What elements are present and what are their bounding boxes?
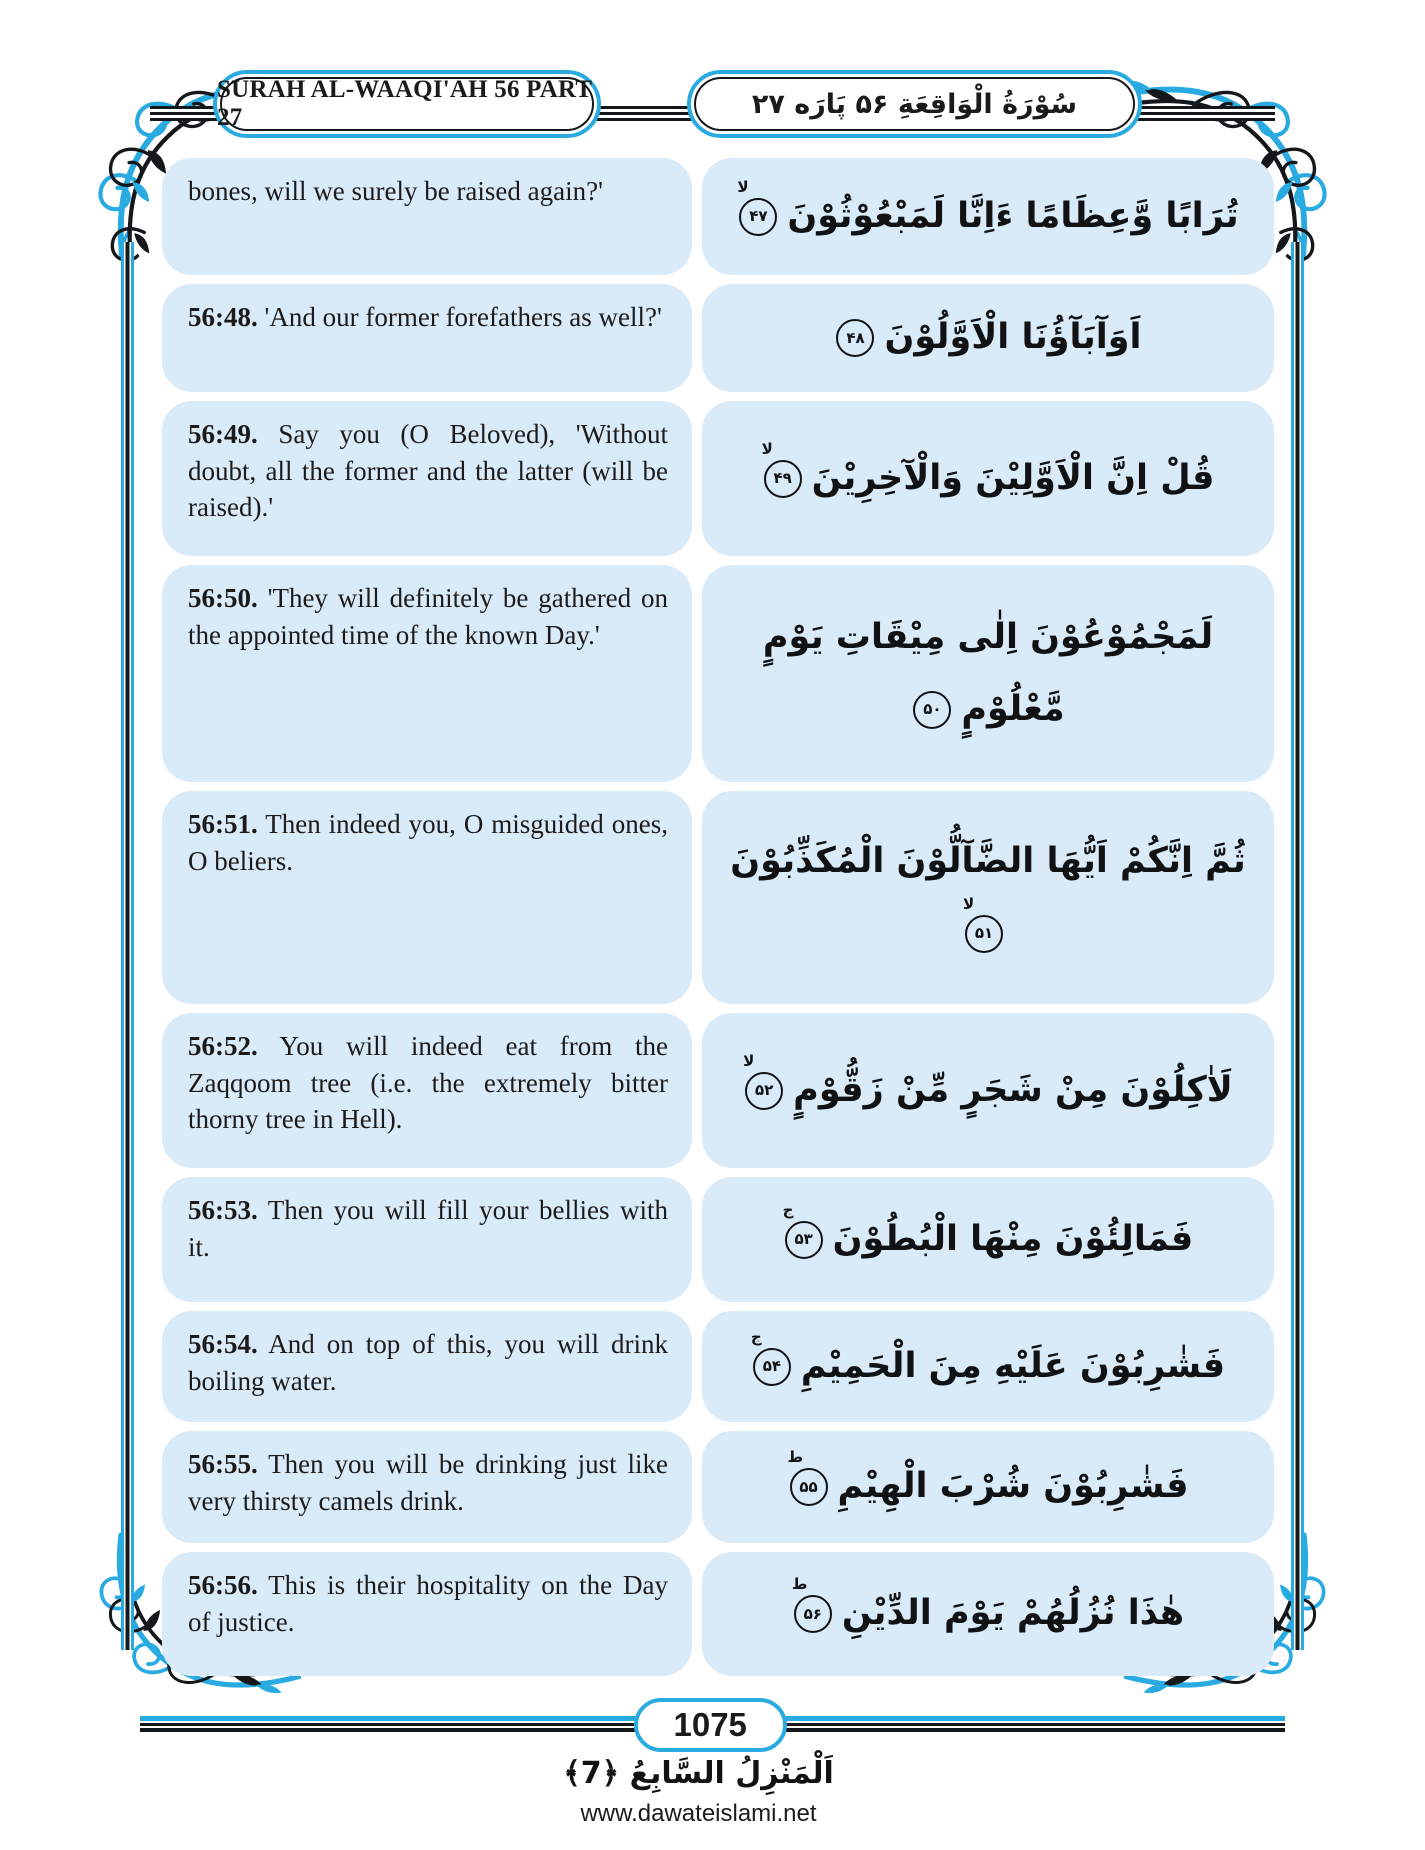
page-number-badge: 1075 <box>633 1698 786 1752</box>
verse-number: 56:54. <box>188 1329 258 1359</box>
surah-title-english: SURAH AL-WAAQI'AH 56 PART 27 <box>217 76 592 131</box>
translation-text: bones, will we surely be raised again?' <box>188 176 603 206</box>
translation-text: 'And our former forefathers as well?' <box>264 302 662 332</box>
verse-number: 56:52. <box>188 1031 258 1061</box>
aya-number: ۵۶ <box>803 1604 822 1623</box>
aya-number-badge <box>791 1575 832 1633</box>
arabic-verse-text: فَشٰرِبُوْنَ شُرْبَ الْهِيْمِ ط ۵۵ <box>787 1448 1189 1507</box>
verse-number: 56:48. <box>188 302 258 332</box>
translation-text: Then you will fill your bellies with it. <box>188 1195 668 1262</box>
translation-text: Say you (O Beloved), 'Without doubt, all the former and the latter (will be raised).' <box>188 419 669 523</box>
verse-number: 56:55. <box>188 1449 258 1479</box>
arabic-verse-text: فَمَالِئُوْنَ مِنْهَا الْبُطُوْنَ ج ۵۳ <box>782 1200 1194 1259</box>
aya-number-badge <box>963 894 1003 953</box>
frame-rule-left <box>121 242 134 1650</box>
header-title-arabic <box>687 70 1142 138</box>
website-url: www.dawateislami.net <box>580 1800 817 1827</box>
translation-cell <box>162 791 692 1004</box>
arabic-verse-text: هٰذَا نُزُلُهُمْ يَوْمَ الدِّيْنِ ط ۵۶ <box>791 1575 1185 1634</box>
aya-number: ۴۷ <box>749 207 768 226</box>
arabic-cell <box>702 565 1274 782</box>
verse-number: 56:56. <box>188 1570 258 1600</box>
aya-number: ۵۰ <box>923 700 942 718</box>
arabic-cell <box>702 158 1274 275</box>
translation-cell <box>162 1552 692 1676</box>
verse-row <box>162 1177 1274 1302</box>
translation-text: And on top of this, you will drink boiling water. <box>188 1329 668 1396</box>
verse-row <box>162 284 1274 392</box>
stop-mark: لا <box>737 177 749 196</box>
stop-mark: لا <box>761 439 773 458</box>
arabic-cell <box>702 1013 1274 1168</box>
translation-cell <box>162 1177 692 1302</box>
arabic-cell <box>702 284 1274 392</box>
aya-number-badge <box>743 1051 783 1110</box>
stop-mark: لا <box>963 894 975 913</box>
aya-number-badge <box>782 1200 823 1259</box>
translation-cell <box>162 565 692 782</box>
aya-number-badge <box>787 1448 828 1506</box>
arabic-verse-text: قُلْ اِنَّ الْاَوَّلِيْنَ وَالْآخِرِيْنَ لا ۴۹ <box>761 439 1215 498</box>
verse-number: 56:53. <box>188 1195 258 1225</box>
arabic-verse-text: اَوَآبَآؤُنَا الْاَوَّلُوْنَ ۴۸ <box>834 302 1141 374</box>
manzil-label: اَلْمَنْزِلُ السَّابِعُ ﴿7﴾ <box>563 1756 834 1791</box>
aya-number: ۴۸ <box>846 328 865 347</box>
translation-text: 'They will definitely be gathered on the appointed time of the known Day.' <box>188 583 668 650</box>
aya-number-badge <box>836 319 874 357</box>
arabic-cell <box>702 1177 1274 1302</box>
aya-number: ۴۹ <box>773 469 792 488</box>
aya-number: ۵۵ <box>799 1477 818 1496</box>
arabic-cell <box>702 1552 1274 1676</box>
aya-number: ۵۱ <box>974 924 994 942</box>
frame-rule-right <box>1291 242 1304 1650</box>
arabic-verse-text: تُرَابًا وَّعِظَامًا ءَاِنَّا لَمَبْعُوْثُوْنَ لا ۴۷ <box>737 177 1239 236</box>
arabic-cell <box>702 791 1274 1004</box>
surah-title-arabic: سُوْرَةُ الْوَاقِعَةِ ۵۶ پَارَه ۲۷ <box>751 88 1078 120</box>
verse-row <box>162 1311 1274 1422</box>
translation-text: Then indeed you, O misguided ones, O beliers. <box>188 809 668 876</box>
aya-number-badge <box>761 439 802 498</box>
arabic-cell <box>702 401 1274 556</box>
verse-number: 56:50. <box>188 583 258 613</box>
translation-text: You will indeed eat from the Zaqqoom tree (i.e. the extremely bitter thorny tree in Hell). <box>188 1031 668 1135</box>
arabic-verse-text: لَمَجْمُوْعُوْنَ اِلٰى مِيْقَاتِ يَوْمٍ مَّعْلُوْمٍ ۵۰ <box>762 616 1214 729</box>
verse-row <box>162 1552 1274 1676</box>
aya-number: ۵۲ <box>755 1081 774 1100</box>
translation-text: This is their hospitality on the Day of justice. <box>188 1570 668 1637</box>
stop-mark: ط <box>787 1448 804 1467</box>
aya-number-badge <box>737 177 777 236</box>
arabic-cell <box>702 1311 1274 1422</box>
stop-mark: ج <box>782 1200 794 1219</box>
arabic-verse-text: ثُمَّ اِنَّكُمْ اَيُّهَا الضَّآلُّوْنَ الْمُكَذِّبُوْنَ لا ۵۱ <box>728 826 1248 970</box>
translation-cell <box>162 1311 692 1422</box>
verse-row <box>162 791 1274 1004</box>
verse-number: 56:49. <box>188 419 258 449</box>
arabic-verse-text: فَشٰرِبُوْنَ عَلَيْهِ مِنَ الْحَمِيْمِ ج ۵۴ <box>750 1327 1226 1386</box>
translation-cell <box>162 1431 692 1543</box>
header-title-english <box>213 70 601 138</box>
stop-mark: ج <box>750 1327 762 1346</box>
verses-list <box>162 158 1274 1676</box>
aya-number: ۵۴ <box>762 1357 782 1376</box>
translation-cell <box>162 284 692 392</box>
translation-cell <box>162 1013 692 1168</box>
translation-text: Then you will be drinking just like very thirsty camels drink. <box>188 1449 668 1516</box>
aya-number-badge <box>913 691 951 729</box>
aya-number-badge <box>750 1327 791 1386</box>
stop-mark: ط <box>791 1575 808 1594</box>
translation-cell <box>162 401 692 556</box>
stop-mark: لا <box>743 1051 755 1070</box>
verse-row <box>162 1431 1274 1543</box>
verse-row <box>162 401 1274 556</box>
verse-row <box>162 1013 1274 1168</box>
arabic-cell <box>702 1431 1274 1543</box>
verse-row <box>162 158 1274 275</box>
verse-row <box>162 565 1274 782</box>
verse-number: 56:51. <box>188 809 258 839</box>
translation-cell <box>162 158 692 275</box>
arabic-verse-text: لَاٰكِلُوْنَ مِنْ شَجَرٍ مِّنْ زَقُّوْمٍ لا ۵۲ <box>743 1051 1233 1110</box>
aya-number: ۵۳ <box>794 1230 813 1249</box>
